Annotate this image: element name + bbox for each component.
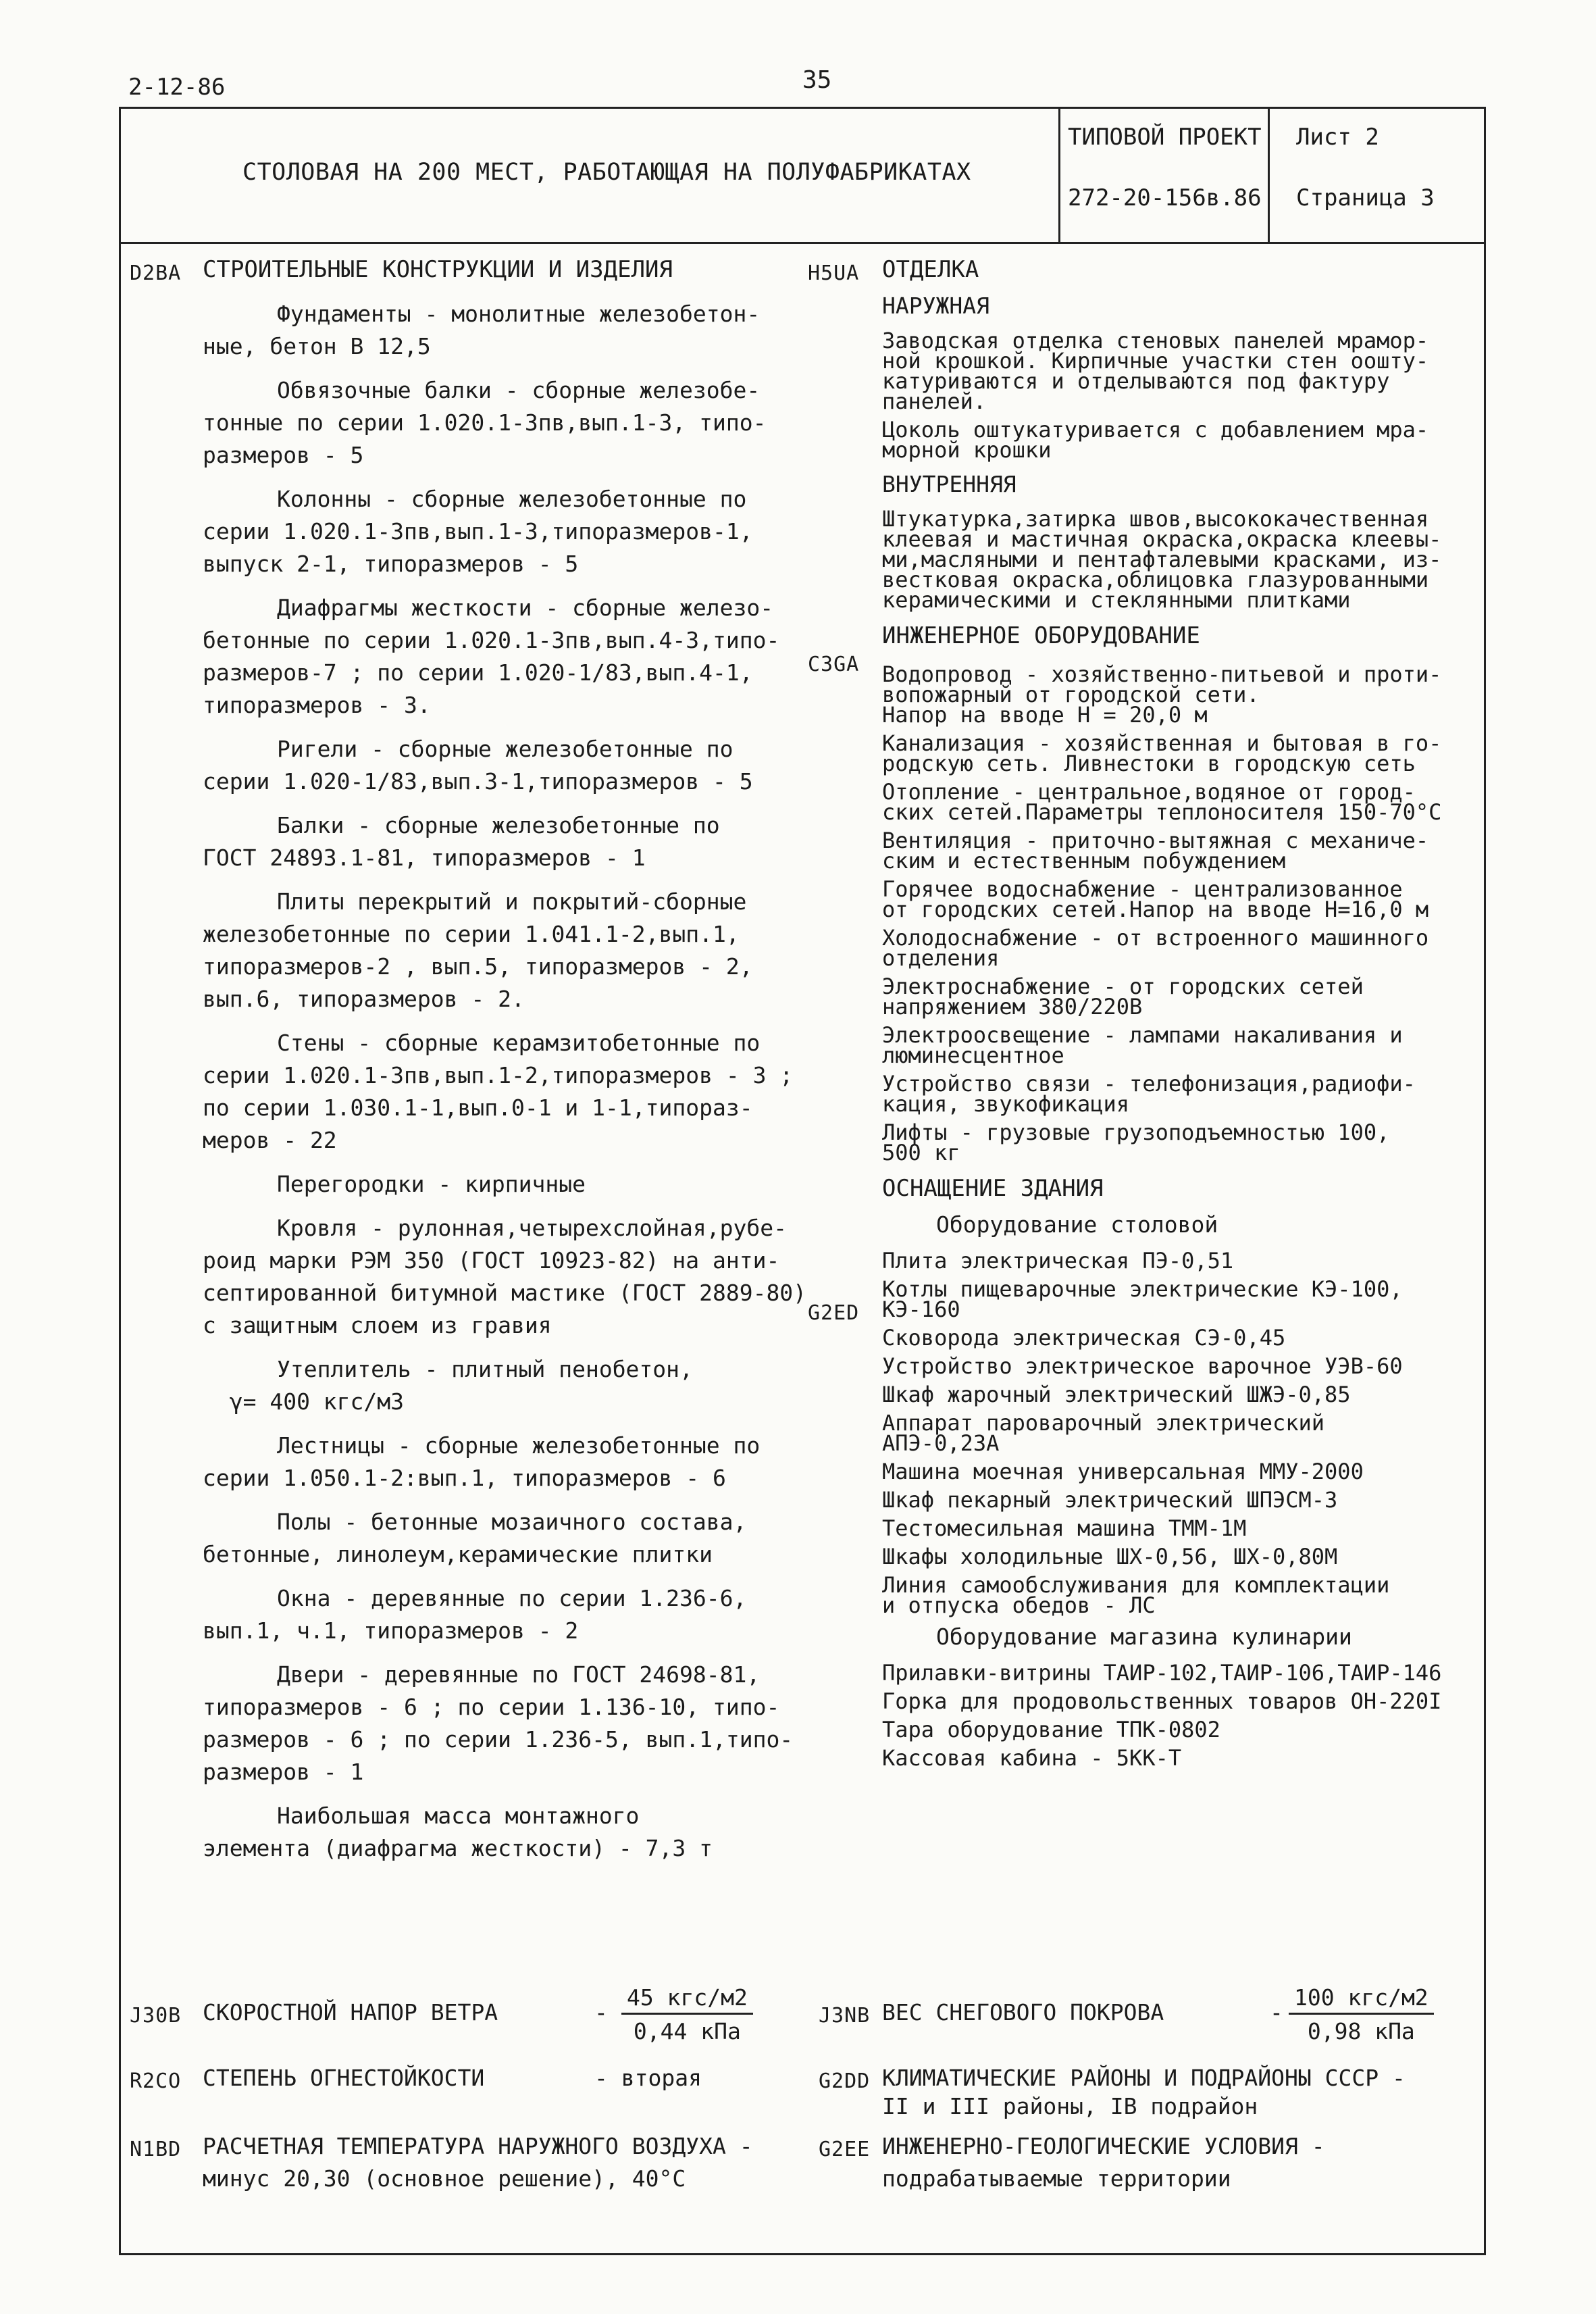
canteen-equipment-item-line: КЭ-160 <box>882 1297 960 1322</box>
outer-finish-item-line: катуриваются и отделываются под фактуру <box>882 368 1390 394</box>
construction-item-lead: Плиты перекрытий и покрытий-сборные <box>277 888 747 915</box>
engineering-list <box>882 661 1483 1165</box>
construction-item-line: ГОСТ 24893.1-81, типоразмеров - 1 <box>203 845 646 871</box>
geology-value: подрабатываемые территории <box>882 2165 1231 2192</box>
inner-finish-item-line: Штукатурка,затирка швов,высококачественная <box>882 506 1429 532</box>
engineering-item-line: Канализация - хозяйственная и бытовая в го- <box>882 730 1442 756</box>
document-date-code: 2-12-86 <box>128 74 226 101</box>
dash: - <box>594 1999 608 2026</box>
construction-item <box>203 374 810 472</box>
project-number: 272-20-156в.86 <box>1068 184 1262 211</box>
canteen-equipment-item <box>882 1353 1483 1379</box>
param-code: G2EE <box>819 2138 871 2161</box>
engineering-item-line: Отопление - центральное,водяное от город- <box>882 779 1416 805</box>
construction-item-lead: Обвязочные балки - сборные железобе- <box>277 377 761 403</box>
shop-equipment-item-line: Кассовая кабина - 5КК-Т <box>882 1745 1182 1771</box>
section-title: ОСНАЩЕНИЕ ЗДАНИЯ <box>882 1175 1104 1202</box>
shop-equipment-item <box>882 1660 1483 1686</box>
construction-item <box>203 1800 810 1865</box>
subsection-label: Оборудование столовой <box>936 1211 1218 1238</box>
fire-resistance-value: - вторая <box>594 2065 702 2091</box>
canteen-equipment-item-line: Плита электрическая ПЭ-0,51 <box>882 1248 1234 1274</box>
sheet-number: Лист 2 <box>1296 124 1379 151</box>
construction-item-lead: Полы - бетонные мозаичного состава, <box>277 1509 747 1535</box>
snow-load-kpa: 0,98 кПа <box>1307 2018 1415 2044</box>
construction-section <box>203 253 810 1876</box>
construction-item-line: γ= 400 кгс/м3 <box>203 1388 405 1415</box>
construction-item-lead: Наибольшая масса монтажного <box>277 1803 640 1829</box>
engineering-item <box>882 730 1483 776</box>
construction-item-line: размеров - 6 ; по серии 1.236-5, вып.1,типо- <box>203 1726 794 1753</box>
shop-equipment-item-line: Тара оборудование ТПК-0802 <box>882 1717 1220 1742</box>
canteen-equipment-item <box>882 1515 1483 1541</box>
document-title: СТОЛОВАЯ НА 200 МЕСТ, РАБОТАЮЩАЯ НА ПОЛУФАБРИКАТАХ <box>242 159 971 186</box>
header-divider <box>1058 109 1060 242</box>
canteen-equipment-item <box>882 1384 1483 1405</box>
canteen-equipment-item <box>882 1461 1483 1482</box>
outer-finish-item-line: Цоколь оштукатуривается с добавлением мра- <box>882 417 1429 443</box>
outer-finish-item <box>882 328 1483 414</box>
outer-finish-item-line: морной крошки <box>882 437 1052 463</box>
param-code: J3NB <box>819 2004 871 2028</box>
engineering-item-line: 500 кг <box>882 1140 960 1165</box>
climate-zones-label: КЛИМАТИЧЕСКИЕ РАЙОНЫ И ПОДРАЙОНЫ СССР - <box>882 2065 1406 2091</box>
section-title: ИНЖЕНЕРНОЕ ОБОРУДОВАНИЕ <box>882 622 1200 649</box>
construction-item-line: размеров - 1 <box>203 1759 364 1785</box>
page-label: Страница 3 <box>1296 184 1435 211</box>
engineering-item-line: родскую сеть. Ливнестоки в городскую сеть <box>882 751 1416 776</box>
construction-item-lead: Диафрагмы жесткости - сборные железо- <box>277 595 774 621</box>
engineering-item <box>882 1022 1483 1068</box>
outer-finish-list <box>882 328 1483 463</box>
canteen-equipment-item <box>882 1487 1483 1513</box>
canteen-equipment-item-line: Машина моечная универсальная ММУ-2000 <box>882 1459 1364 1484</box>
engineering-item <box>882 925 1483 971</box>
section-code: C3GA <box>808 653 860 676</box>
inner-finish-item-line: ми,масляными и пентафталевыми красками, из- <box>882 547 1442 572</box>
shop-equipment-item <box>882 1719 1483 1740</box>
canteen-equipment-item-line: Шкафы холодильные ШХ-0,56, ШХ-0,80М <box>882 1544 1338 1569</box>
inner-finish-item-line: клеевая и мастичная окраска,окраска клеевы- <box>882 526 1442 552</box>
inner-finish-item-line: керамическими и стеклянными плитками <box>882 587 1351 613</box>
engineering-item-line: люминесцентное <box>882 1042 1064 1068</box>
construction-item-lead: Окна - деревянные по серии 1.236-6, <box>277 1585 747 1611</box>
shop-equipment-item-line: Горка для продовольственных товаров ОН-220І <box>882 1688 1442 1714</box>
wind-pressure-kgs: 45 кгс/м2 <box>621 1983 753 2015</box>
canteen-equipment-item <box>882 1546 1483 1567</box>
canteen-equipment-item-line: и отпуска обедов - ЛС <box>882 1592 1156 1618</box>
construction-item <box>203 1027 810 1157</box>
engineering-item-line: ским и естественным побуждением <box>882 848 1286 874</box>
construction-item-line: бетонные, линолеум,керамические плитки <box>203 1541 713 1567</box>
wind-pressure-label: СКОРОСТНОЙ НАПОР ВЕТРА <box>203 1999 498 2026</box>
construction-item-lead: Балки - сборные железобетонные по <box>277 812 720 838</box>
wind-pressure-kpa: 0,44 кПа <box>633 2018 741 2044</box>
construction-item <box>203 886 810 1015</box>
subsection-label: НАРУЖНАЯ <box>882 293 989 319</box>
outer-finish-item-line: панелей. <box>882 388 987 414</box>
construction-item-lead: Стены - сборные керамзитобетонные по <box>277 1030 761 1056</box>
construction-item-line: септированной битумной мастике (ГОСТ 2889-80) <box>203 1280 807 1306</box>
page-number: 35 <box>802 66 832 94</box>
construction-item <box>203 1168 810 1201</box>
project-label: ТИПОВОЙ ПРОЕКТ <box>1068 124 1262 151</box>
subsection-label: Оборудование магазина кулинарии <box>936 1624 1352 1650</box>
engineering-item-line: Горячее водоснабжение - централизованное <box>882 876 1403 902</box>
construction-item-line: вып.1, ч.1, типоразмеров - 2 <box>203 1617 579 1644</box>
construction-item-line: тонные по серии 1.020.1-3пв,вып.1-3, типо- <box>203 409 767 436</box>
subsection-label: ВНУТРЕННЯЯ <box>882 471 1016 497</box>
canteen-equipment-item-line: Шкаф пекарный электрический ШПЭСМ-3 <box>882 1487 1338 1513</box>
construction-list <box>203 298 810 1865</box>
geology-label: ИНЖЕНЕРНО-ГЕОЛОГИЧЕСКИЕ УСЛОВИЯ - <box>882 2133 1325 2159</box>
canteen-equipment-list <box>882 1248 1483 1618</box>
engineering-item-line: Вентиляция - приточно-вытяжная с механиче- <box>882 828 1429 853</box>
canteen-equipment-item-line: АПЭ-0,23А <box>882 1430 1000 1456</box>
construction-item-line: типоразмеров - 6 ; по серии 1.136-10, типо- <box>203 1694 780 1720</box>
canteen-equipment-item <box>882 1572 1483 1618</box>
header-divider <box>1268 109 1270 242</box>
canteen-equipment-item-line: Устройство электрическое варочное УЭВ-60 <box>882 1353 1403 1379</box>
canteen-equipment-item-line: Котлы пищеварочные электрические КЭ-100, <box>882 1276 1403 1302</box>
construction-item-line: типоразмеров - 3. <box>203 692 431 718</box>
construction-item-lead: Ригели - сборные железобетонные по <box>277 736 733 762</box>
canteen-equipment-item <box>882 1248 1483 1274</box>
construction-item-line: серии 1.020.1-3пв,вып.1-2,типоразмеров - 3 ; <box>203 1062 794 1088</box>
engineering-item-line: Лифты - грузовые грузоподъемностью 100, <box>882 1120 1390 1145</box>
construction-item-line: типоразмеров-2 , вып.5, типоразмеров - 2, <box>203 953 753 980</box>
design-temperature-value: минус 20,30 (основное решение), 40°С <box>203 2165 686 2192</box>
construction-item-line: роид марки РЭМ 350 (ГОСТ 10923-82) на анти- <box>203 1247 780 1274</box>
engineering-item-line: ских сетей.Параметры теплоносителя 150-70°С <box>882 799 1442 825</box>
engineering-item-line: кация, звукофикация <box>882 1091 1130 1117</box>
engineering-item <box>882 974 1483 1020</box>
canteen-equipment-item-line: Шкаф жарочный электрический ШЖЭ-0,85 <box>882 1382 1351 1407</box>
section-code: D2BA <box>130 261 182 285</box>
construction-item-line: бетонные по серии 1.020.1-3пв,вып.4-3,типо- <box>203 627 780 653</box>
construction-item-line: меров - 22 <box>203 1127 337 1153</box>
shop-equipment-item <box>882 1688 1483 1714</box>
section-code: H5UA <box>808 261 860 285</box>
construction-item-lead: Перегородки - кирпичные <box>277 1171 586 1197</box>
canteen-equipment-item-line: Тестомесильная машина ТММ-1М <box>882 1515 1247 1541</box>
construction-item-line: серии 1.050.1-2:вып.1, типоразмеров - 6 <box>203 1465 726 1491</box>
construction-item-line: размеров-7 ; по серии 1.020-1/83,вып.4-1, <box>203 659 753 686</box>
snow-load-kgs: 100 кгс/м2 <box>1289 1983 1434 2015</box>
engineering-item-line: Устройство связи - телефонизация,радиофи- <box>882 1071 1416 1097</box>
engineering-item <box>882 876 1483 922</box>
section-title: СТРОИТЕЛЬНЫЕ КОНСТРУКЦИИ И ИЗДЕЛИЯ <box>203 256 673 283</box>
section-title: ОТДЕЛКА <box>882 256 979 283</box>
inner-finish-item <box>882 506 1483 613</box>
inner-finish-list <box>882 506 1483 613</box>
outer-finish-item <box>882 417 1483 463</box>
engineering-item-line: Водопровод - хозяйственно-питьевой и проти- <box>882 661 1442 687</box>
engineering-item-line: напряжением 380/220В <box>882 994 1143 1020</box>
dash: - <box>1270 1999 1283 2026</box>
canteen-equipment-item <box>882 1410 1483 1456</box>
construction-item <box>203 1659 810 1788</box>
construction-item <box>203 1506 810 1571</box>
wind-pressure-value <box>621 1983 753 2048</box>
engineering-item <box>882 1071 1483 1117</box>
outer-finish-item-line: ной крошкой. Кирпичные участки стен оошту- <box>882 348 1429 374</box>
engineering-item-line: Напор на вводе H = 20,0 м <box>882 702 1208 728</box>
construction-item <box>203 1582 810 1647</box>
engineering-item-line: Электроосвещение - лампами накаливания и <box>882 1022 1403 1048</box>
construction-item-lead: Утеплитель - плитный пенобетон, <box>277 1356 693 1382</box>
construction-item-lead: Лестницы - сборные железобетонные по <box>277 1432 761 1459</box>
construction-item-lead: Двери - деревянные по ГОСТ 24698-81, <box>277 1661 761 1688</box>
shop-equipment-item <box>882 1745 1483 1771</box>
construction-item-line: размеров - 5 <box>203 442 364 468</box>
engineering-item <box>882 1122 1483 1163</box>
shop-equipment-item-line: Прилавки-витрины ТАИР-102,ТАИР-106,ТАИР-146 <box>882 1660 1442 1686</box>
engineering-item <box>882 779 1483 825</box>
engineering-item <box>882 828 1483 874</box>
param-code: J30B <box>130 2004 182 2028</box>
construction-item-lead: Колонны - сборные железобетонные по <box>277 486 747 512</box>
param-code: G2DD <box>819 2069 871 2093</box>
engineering-item-line: отделения <box>882 945 1000 971</box>
right-column <box>882 253 1483 1776</box>
engineering-item-line: Холодоснабжение - от встроенного машинного <box>882 925 1429 951</box>
construction-item <box>203 298 810 363</box>
engineering-item-line: от городских сетей.Напор на вводе H=16,0 м <box>882 897 1429 922</box>
construction-item <box>203 592 810 722</box>
construction-item <box>203 1212 810 1342</box>
shop-equipment-list <box>882 1660 1483 1771</box>
construction-item-line: вып.6, типоразмеров - 2. <box>203 986 525 1012</box>
construction-item-line: серии 1.020-1/83,вып.3-1,типоразмеров - 5 <box>203 768 753 795</box>
climate-zones-value: II и III районы, IB подрайон <box>882 2093 1258 2119</box>
canteen-equipment-item <box>882 1276 1483 1322</box>
construction-item <box>203 733 810 798</box>
construction-item-line: элемента (диафрагма жесткости) - 7,3 т <box>203 1835 713 1861</box>
param-code: N1BD <box>130 2138 182 2161</box>
engineering-item-line: вопожарный от городской сети. <box>882 682 1260 707</box>
construction-item-line: с защитным слоем из гравия <box>203 1312 552 1338</box>
construction-item <box>203 1353 810 1418</box>
engineering-item-line: Электроснабжение - от городских сетей <box>882 974 1364 999</box>
engineering-item <box>882 661 1483 728</box>
snow-load-label: ВЕС СНЕГОВОГО ПОКРОВА <box>882 1999 1164 2026</box>
construction-item-line: серии 1.020.1-3пв,вып.1-3,типоразмеров-1, <box>203 518 753 545</box>
section-code: G2ED <box>808 1301 860 1325</box>
construction-item <box>203 809 810 874</box>
design-temperature-label: РАСЧЕТНАЯ ТЕМПЕРАТУРА НАРУЖНОГО ВОЗДУХА - <box>203 2133 753 2159</box>
construction-item-line: по серии 1.030.1-1,вып.0-1 и 1-1,типораз- <box>203 1095 753 1121</box>
canteen-equipment-item-line: Аппарат пароварочный электрический <box>882 1410 1325 1436</box>
snow-load-value <box>1289 1983 1434 2048</box>
header-rule <box>121 242 1484 244</box>
inner-finish-item-line: вестковая окраска,облицовка глазурованными <box>882 567 1429 593</box>
construction-item <box>203 483 810 580</box>
param-code: R2CO <box>130 2069 182 2093</box>
canteen-equipment-item <box>882 1325 1483 1351</box>
construction-item <box>203 1430 810 1494</box>
canteen-equipment-item-line: Линия самообслуживания для комплектации <box>882 1572 1390 1598</box>
construction-item-line: железобетонные по серии 1.041.1-2,вып.1, <box>203 921 740 947</box>
construction-item-lead: Фундаменты - монолитные железобетон- <box>277 301 761 327</box>
construction-item-line: выпуск 2-1, типоразмеров - 5 <box>203 551 579 577</box>
fire-resistance-label: СТЕПЕНЬ ОГНЕСТОЙКОСТИ <box>203 2065 485 2091</box>
construction-item-line: ные, бетон В 12,5 <box>203 333 431 359</box>
canteen-equipment-item-line: Сковорода электрическая СЭ-0,45 <box>882 1325 1286 1351</box>
outer-finish-item-line: Заводская отделка стеновых панелей мрамор- <box>882 328 1429 353</box>
construction-item-lead: Кровля - рулонная,четырехслойная,рубе- <box>277 1215 787 1241</box>
